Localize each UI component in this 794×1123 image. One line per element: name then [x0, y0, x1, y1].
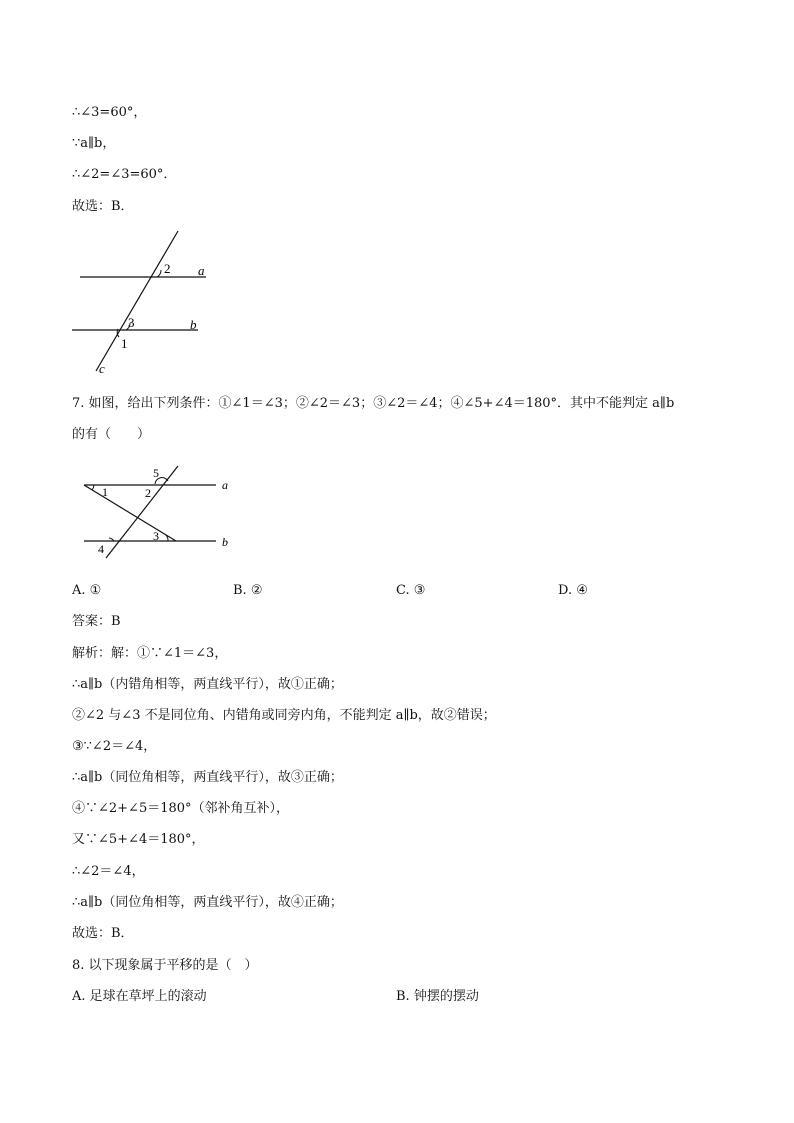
label-5: 5: [153, 466, 159, 480]
label-c: c: [99, 361, 105, 376]
q7-analysis-line-9: ∴a∥b（同位角相等，两直线平行），故④正确；: [72, 895, 343, 910]
line-c: [96, 231, 178, 371]
label-a: a: [222, 478, 228, 492]
q8-option-a: A. 足球在草坪上的滚动: [72, 989, 207, 1004]
transversal-1: [84, 485, 176, 541]
prev-line-3: ∴∠2=∠3=60°．: [72, 167, 177, 182]
q7-stem-line-1: 7. 如图，给出下列条件：①∠1＝∠3；②∠2＝∠3；③∠2＝∠4；④∠5+∠4＝180°．其中不能判定 a∥b: [72, 396, 675, 411]
label-2: 2: [164, 261, 171, 276]
prev-line-4: 故选：B．: [72, 199, 134, 214]
label-b: b: [190, 317, 197, 332]
label-3: 3: [128, 315, 135, 330]
q7-analysis-line-8: ∴∠2＝∠4，: [72, 864, 145, 879]
angle-1-arc: [92, 485, 94, 490]
q7-stem-line-2: 的有（ ）: [72, 427, 151, 442]
label-a: a: [198, 263, 205, 278]
q7-analysis-line-7: 又∵∠5+∠4＝180°，: [72, 832, 205, 847]
q7-option-d: D. ④: [558, 583, 588, 598]
label-b: b: [222, 535, 228, 549]
label-2: 2: [145, 486, 151, 500]
label-1: 1: [102, 485, 108, 499]
q7-analysis-line-1: 解析：解：①∵∠1＝∠3，: [72, 646, 228, 661]
q7-analysis-line-10: 故选：B．: [72, 926, 134, 941]
q7-analysis-line-6: ④∵∠2+∠5＝180°（邻补角互补），: [72, 801, 290, 816]
q7-option-a: A. ①: [72, 583, 102, 598]
parallel-lines-figure-1: [60, 225, 230, 380]
prev-line-1: ∴∠3=60°，: [72, 105, 147, 120]
q7-analysis-line-5: ∴a∥b（同位角相等，两直线平行），故③正确；: [72, 770, 343, 785]
parallel-lines-figure-2: [76, 460, 241, 560]
label-1: 1: [121, 336, 128, 351]
label-4: 4: [98, 542, 104, 556]
q7-analysis-line-3: ②∠2 与∠3 不是同位角、内错角或同旁内角，不能判定 a∥b，故②错误；: [72, 708, 496, 723]
q7-answer: 答案：B: [72, 614, 121, 629]
q7-analysis-line-2: ∴a∥b（内错角相等，两直线平行），故①正确；: [72, 677, 343, 692]
q7-option-c: C. ③: [396, 583, 426, 598]
prev-line-2: ∵a∥b，: [72, 136, 116, 151]
q8-stem: 8. 以下现象属于平移的是（ ）: [72, 958, 258, 973]
q7-analysis-line-4: ③∵∠2＝∠4，: [72, 739, 157, 754]
q8-option-b: B. 钟摆的摆动: [396, 989, 479, 1004]
label-3: 3: [153, 529, 159, 543]
q7-option-b: B. ②: [233, 583, 263, 598]
angle-2-arc: [157, 270, 161, 277]
